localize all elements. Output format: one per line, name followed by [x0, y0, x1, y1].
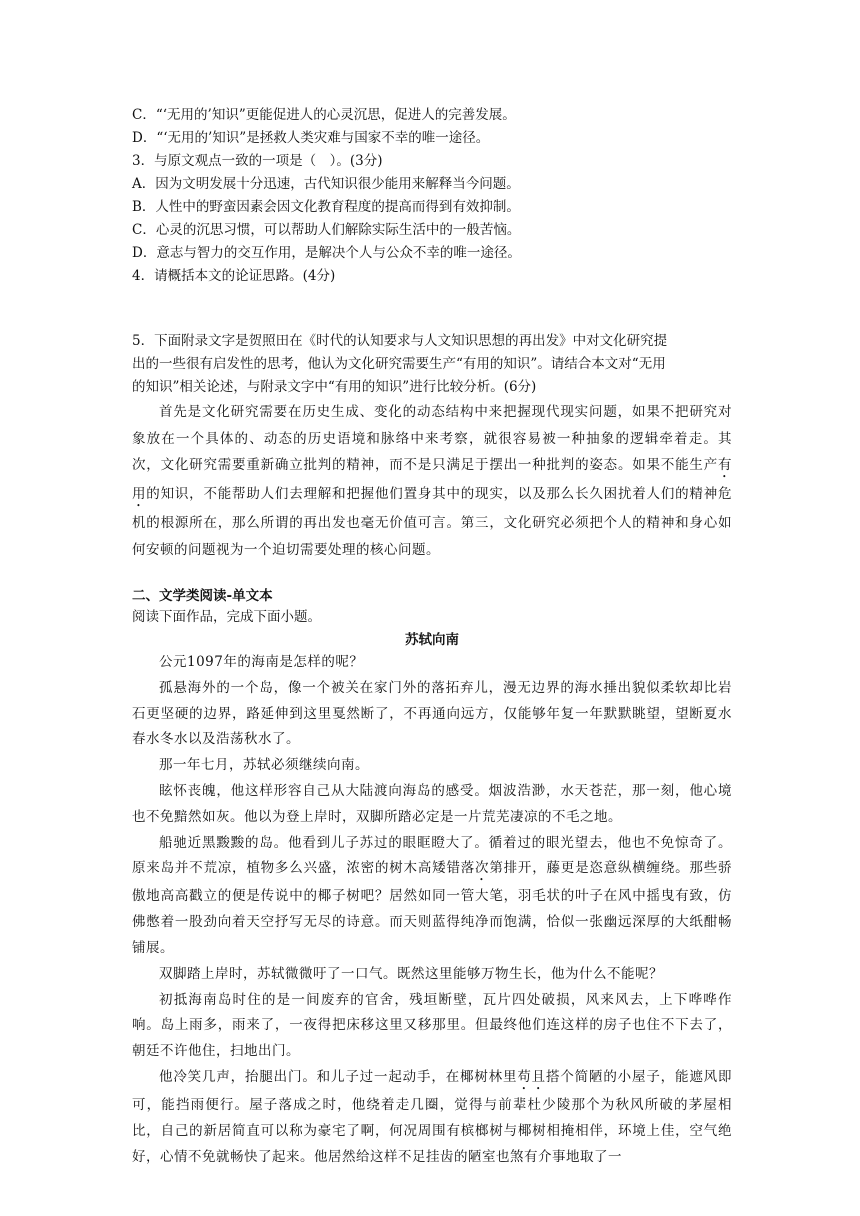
- appendix-emphasis: 有用: [132, 457, 732, 502]
- article-paragraph: 那一年七月，苏轼必须继续向南。: [159, 757, 369, 774]
- article-paragraph: 孤悬海外的一个岛，像一个被关在家门外的落拓弃儿，漫无边界的海水捶出貌似柔软却比岩石更坚硬的边界，路延伸到这里戛然断了，不再通向远方，仅能够年复一年默默眺望，望断夏水春水冬水以及浩荡秋水了。: [132, 679, 732, 748]
- q2-option-c: C．“‘无用的’知识”更能促进人的心灵沉思，促进人的完善发展。: [132, 107, 516, 123]
- article-paragraph: [132, 831, 732, 962]
- article-body: [132, 650, 732, 1170]
- article-paragraph: [132, 1065, 732, 1170]
- article-title: 苏轼向南: [405, 632, 459, 648]
- article-paragraph: 初抵海南岛时住的是一间废弃的官舍，残垣断壁，瓦片四处破损，风来风去，上下哗哗作响。岛上雨多，雨来了，一夜得把床移这里又移那里。但最终他们连这样的房子也住不下去了，朝廷不许他住，扫地出门。: [132, 991, 732, 1060]
- q5-stem-line-2: 出的一些很有启发性的思考，他认为文化研究需要生产“有用的知识”。请结合本文对“无用: [132, 356, 666, 372]
- q3-option-c: C．心灵的沉思习惯，可以帮助人们解除实际生活中的一般苦恼。: [132, 222, 521, 238]
- paragraph-part: 搭个简陋的小屋子，能遮风即可，能挡雨便行。屋子落成之时，他绕着走几圈，觉得与前辈杜少陵那个为秋风所破的茅屋相比，自己的新居简直可以称为豪宅了啊，何况周围有槟榔树与椰树相掩相伴，环境上佳，空气绝好，心情不免就畅快了起来。他居然给这样不足挂齿的陋室也煞有介事地取了一: [132, 1068, 733, 1165]
- article-paragraph: 公元1097年的海南是怎样的呢？: [159, 654, 364, 670]
- q2-option-d: D．“‘无用的’知识”是拯救人类灾难与国家不幸的唯一途径。: [132, 130, 490, 146]
- article-paragraph: 眩怀丧魄，他这样形容自己从大陆渡向海岛的感受。烟波浩渺，水天苍茫，那一刻，他心境也不免黯然如灰。他以为登上岸时，双脚所踏必定是一片荒芜凄凉的不毛之地。: [132, 782, 732, 825]
- q3-option-b: B．人性中的野蛮因素会因文化教育程度的提高而得到有效抑制。: [132, 199, 520, 215]
- article-paragraph: 双脚踏上岸时，苏轼微微吁了一口气。既然这里能够万物生长，他为什么不能呢？: [159, 965, 663, 982]
- q3-option-d: D．意志与智力的交互作用，是解决个人与公众不幸的唯一途径。: [132, 245, 521, 261]
- paragraph-part: 第排开，藤更是恣意纵横缠绕。那些骄傲地高高戳立的便是传说中的椰子树吧？居然如同一管大笔，羽毛状的叶子在风中摇曳有致，仿佛憋着一股劲向着天空抒写无尽的诗意。而天则蓝得纯净而饱满，恰似一张幽远深厚的大纸酣畅铺展。: [132, 860, 733, 956]
- paragraph-part: 他冷笑几声，抬腿出门。和儿子过一起动手，在椰树林里: [159, 1068, 518, 1085]
- q5-stem-line-3: 的知识”相关论述，与附录文字中“有用的知识”进行比较分析。(6分): [132, 379, 537, 395]
- section-instruction: 阅读下面作品，完成下面小题。: [132, 609, 321, 625]
- q3-stem: 3．与原文观点一致的一项是（ ）。(3分): [132, 153, 383, 169]
- q3-option-a: A．因为文明发展十分迅速，古代知识很少能用来解释当今问题。: [132, 176, 520, 192]
- emphasis-word: 苟且: [517, 1068, 547, 1085]
- appendix-text-part2: 的知识，不能帮助人们去理解和把握他们置身其中的现实，以及那么长久困扰着人们的精神危机的根源所在，那么所谓的再出发也毫无价值可言。第三，文化研究必须把个人的精神和身心如何安顿的问题视为一个迫切需要处理的核心问题。: [132, 486, 733, 558]
- paragraph-part: 船驰近黑黢黢的岛。他看到儿子苏过的眼眶瞪大了。循着过的眼光望去，他也不免惊奇了。原来岛并不荒凉，植物多么兴盛，浓密的树木高矮错落: [132, 834, 732, 877]
- emphasis-char: 次: [475, 860, 490, 877]
- section-heading: 二、文学类阅读-单文本: [132, 588, 273, 604]
- q4-stem: 4．请概括本文的论证思路。(4分): [132, 268, 336, 284]
- appendix-text: [132, 399, 732, 563]
- q5-stem-line-1: 5．下面附录文字是贺照田在《时代的认知要求与人文知识思想的再出发》中对文化研究提: [132, 333, 668, 349]
- appendix-text-part1: 首先是文化研究需要在历史生成、变化的动态结构中来把握现代现实问题，如果不把研究对象放在一个具体的、动态的历史语境和脉络中来考察，就很容易被一种抽象的逻辑牵着走。其次，文化研究需要重新确立批判的精神，而不是只满足于摆出一种批判的姿态。如果不能生产: [132, 404, 732, 473]
